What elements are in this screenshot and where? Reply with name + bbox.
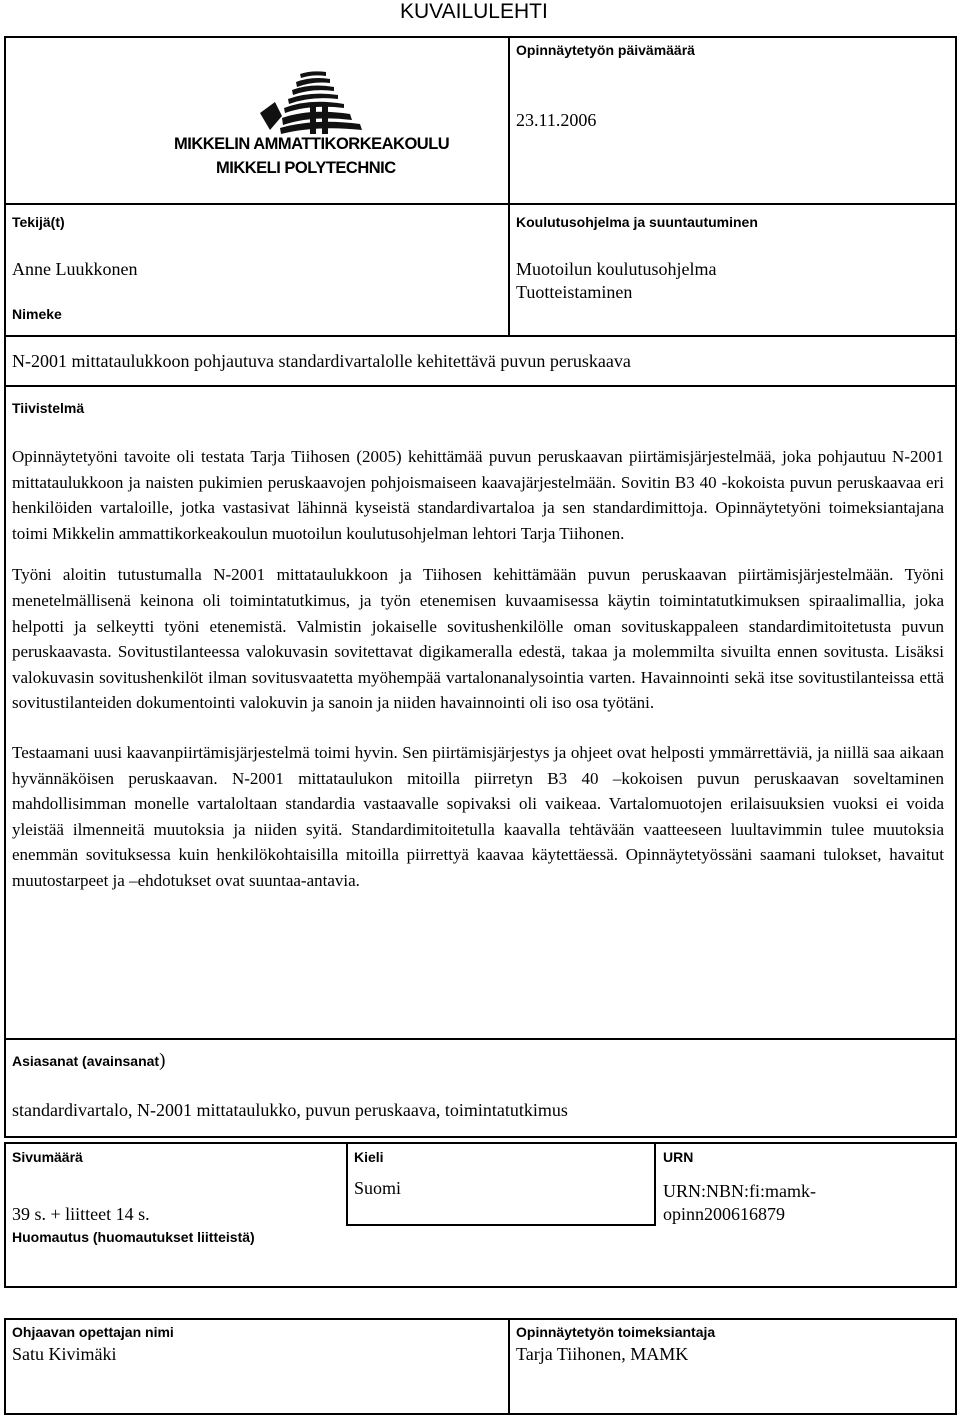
program-label: Koulutusohjelma ja suuntautuminen xyxy=(516,214,758,230)
supervisor-value: Satu Kivimäki xyxy=(12,1344,117,1364)
logo-line-1: MIKKELIN AMMATTIKORKEAKOULU xyxy=(174,135,450,153)
title-label: Nimeke xyxy=(12,306,62,322)
urn-value-line-2: opinn200616879 xyxy=(663,1204,786,1224)
program-value-line-2: Tuotteistaminen xyxy=(516,282,633,302)
urn-value-line-1: URN:NBN:fi:mamk- xyxy=(663,1181,816,1201)
language-value: Suomi xyxy=(354,1178,402,1198)
date-value: 23.11.2006 xyxy=(516,110,597,130)
divider-meta-2 xyxy=(654,1142,656,1226)
keywords-value: standardivartalo, N-2001 mittataulukko, puvun peruskaava, toimintatutkimus xyxy=(12,1100,568,1120)
abstract-label: Tiivistelmä xyxy=(12,400,85,416)
notes-label: Huomautus (huomautukset liitteistä) xyxy=(12,1229,255,1245)
keywords-label xyxy=(12,1050,165,1072)
divider-meta-1 xyxy=(346,1142,348,1226)
supervisor-label: Ohjaavan opettajan nimi xyxy=(12,1324,174,1340)
abstract-paragraph-3: Testaamani uusi kaavanpiirtämisjärjestelmä toimi hyvin. Sen piirtämisjärjestys ja ohjeet ovat helposti ymmärrettäviä, ja niillä saa aikaan hyvännäköisen peruskaavan. N-2001 mittataulukon mitoilla piirretyn B3 40 –kokoisen puvun peruskaavan soveltaminen mahdollisimman monelle vartaloltaan standardia vastaavalle sopivaksi oli vaikeaa. Vartalomuotojen erilaisuuksien vuoksi ei voida yleistää ilmenneitä muutoksia ja niiden syitä. Standardimitoitetulla kaavalla tehtävään vaatteeseen luultavimmin tulee muutoksia enemmän sovituksessa kuin henkilökohtaisilla mitoilla piirrettyä kaavaa käytettäessä. Opinnäytetyössäni saamani tulokset, havaitut muutostarpeet ja –ehdotukset ovat suuntaa-antavia. xyxy=(12,742,944,890)
author-label: Tekijä(t) xyxy=(12,214,65,230)
logo-line-2: MIKKELI POLYTECHNIC xyxy=(216,159,396,177)
language-label: Kieli xyxy=(354,1149,384,1165)
thesis-title: N-2001 mittataulukkoon pohjautuva standardivartalolle kehitettävä puvun peruskaava xyxy=(12,351,631,371)
page-count-label: Sivumäärä xyxy=(12,1149,83,1165)
keywords-label-text: Asiasanat (avainsanat xyxy=(12,1053,160,1069)
school-logo xyxy=(170,68,450,180)
urn-label: URN xyxy=(663,1149,694,1165)
document-type-heading: KUVAILULEHTI xyxy=(400,0,548,23)
divider-under-title xyxy=(4,385,957,387)
divider-signatures xyxy=(508,1318,510,1415)
divider-meta-bottom xyxy=(346,1224,656,1226)
commissioner-value: Tarja Tiihonen, MAMK xyxy=(516,1344,689,1364)
divider-above-title xyxy=(4,335,957,337)
page-count-value: 39 s. + liitteet 14 s. xyxy=(12,1204,150,1224)
divider-under-logo xyxy=(4,203,957,205)
keywords-label-paren: ) xyxy=(159,1050,166,1071)
divider-top-vertical xyxy=(508,36,510,336)
abstract-paragraph-1: Opinnäytetyöni tavoite oli testata Tarja Tiihosen (2005) kehittämää puvun peruskaavan piirtämisjärjestelmää, joka pohjautuu N-2001 mittataulukkoon ja naisten pukimien peruskaavojen pohjoismaiseen kaavajärjestelmään. Sovitin B3 40 -kokoista puvun peruskaavaa eri henkilöiden vartaloille, jotka vastasivat lähinnä kyseistä standardivartaloa ja sen standardimittoja. Opinnäytetyöni toimeksiantajana toimi Mikkelin ammattikorkeakoulun muotoilun koulutusohjelman lehtori Tarja Tiihonen. xyxy=(12,447,944,543)
wave-emblem-icon xyxy=(170,68,420,138)
program-value-line-1: Muotoilun koulutusohjelma xyxy=(516,259,717,279)
abstract-paragraph-2: Työni aloitin tutustumalla N-2001 mittataulukkoon ja Tiihosen kehittämään puvun peruskaavan piirtämisjärjestelmään. Työni menetelmällisenä keinona oli toimintatutkimus, ja työn etenemisen kuvaamisessa käytin toimintatutkimuksen spiraalimallia, joka helpotti ja selkeytti työni etenemistä. Valmistin jokaiselle sovitushenkilölle oman sovituskappaleen standardimitoitetusta puvun peruskaavasta. Sovitustilanteessa valokuvasin sovitettavat digikameralla edestä, takaa ja molemmilta sivuilta ennen sovitusta. Lisäksi valokuvasin sovitushenkilöt ilman sovitusvaatetta myöhempää vartalonanalysointia varten. Havainnointi sekä itse sovitustilanteissa että sovitustilanteiden dokumentointi valokuvin ja sanoin ja niiden havainnointi oli iso osa työtäni. xyxy=(12,565,944,713)
date-label: Opinnäytetyön päivämäärä xyxy=(516,42,695,58)
author-value: Anne Luukkonen xyxy=(12,259,138,279)
commissioner-label: Opinnäytetyön toimeksiantaja xyxy=(516,1324,716,1340)
abstract-body xyxy=(12,444,944,894)
